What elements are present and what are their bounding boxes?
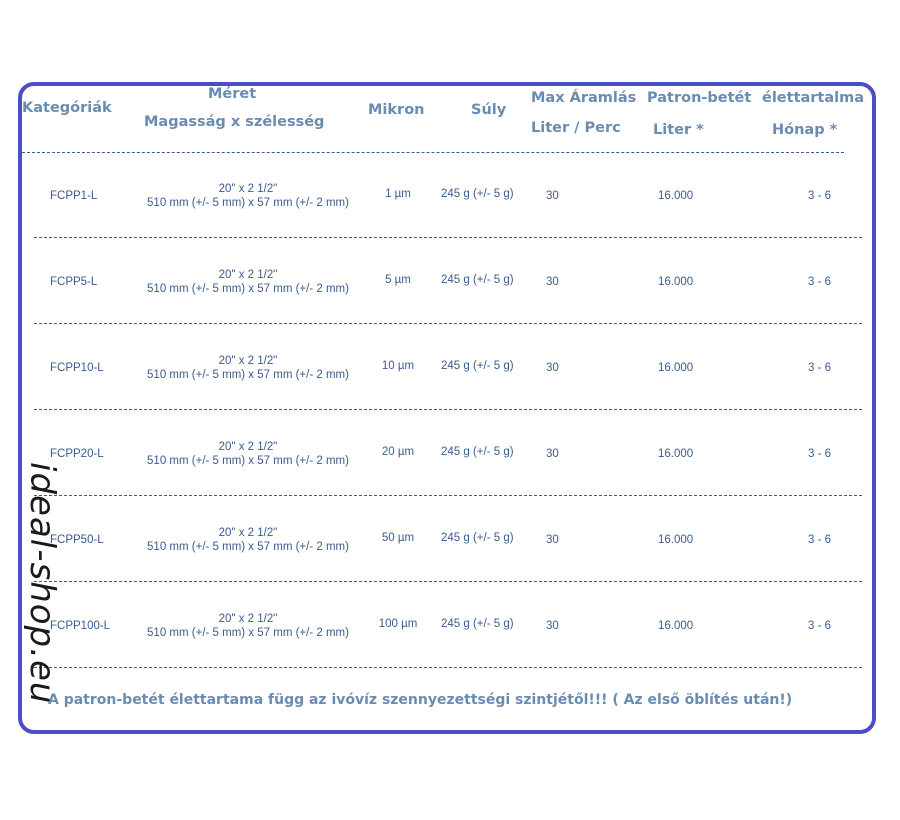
row-honap: 3 - 6	[808, 362, 832, 374]
row-divider	[34, 409, 862, 410]
row-suly: 245 g (+/- 5 g)	[441, 274, 514, 286]
row-divider	[34, 237, 862, 238]
header-max-aramlas-sub: Liter / Perc	[531, 120, 621, 136]
row-suly: 245 g (+/- 5 g)	[441, 618, 514, 630]
row-meret-line2: 510 mm (+/- 5 mm) x 57 mm (+/- 2 mm)	[147, 197, 349, 209]
row-mikron: 1 µm	[385, 188, 411, 200]
row-aramlas: 30	[546, 620, 559, 632]
row-liter: 16.000	[658, 362, 694, 374]
header-patron-betet-sub: Liter *	[653, 122, 704, 138]
header-rule	[22, 152, 844, 153]
row-kategoria: FCPP10-L	[50, 362, 104, 374]
row-aramlas: 30	[546, 190, 559, 202]
row-meret-line2: 510 mm (+/- 5 mm) x 57 mm (+/- 2 mm)	[147, 283, 349, 295]
row-honap: 3 - 6	[808, 620, 832, 632]
footnote: A patron-betét élettartama függ az ivóvíz szennyezettségi szintjétől!!! ( Az első öblítés után!)	[48, 692, 793, 708]
row-kategoria: FCPP50-L	[50, 534, 104, 546]
row-meret-line2: 510 mm (+/- 5 mm) x 57 mm (+/- 2 mm)	[147, 369, 349, 381]
header-max-aramlas: Max Áramlás	[531, 90, 637, 106]
row-aramlas: 30	[546, 276, 559, 288]
header-elettartalma-sub: Hónap *	[772, 122, 838, 138]
row-divider	[34, 323, 862, 324]
header-elettartalma: élettartalma	[762, 90, 865, 106]
watermark: ideal-shop.eu	[22, 462, 62, 705]
row-meret-line1: 20" x 2 1/2"	[218, 441, 278, 453]
row-kategoria: FCPP1-L	[50, 190, 98, 202]
row-mikron: 5 µm	[385, 274, 411, 286]
row-meret-line1: 20" x 2 1/2"	[218, 269, 278, 281]
row-suly: 245 g (+/- 5 g)	[441, 188, 514, 200]
row-divider	[34, 495, 862, 496]
row-aramlas: 30	[546, 362, 559, 374]
row-honap: 3 - 6	[808, 448, 832, 460]
header-mikron: Mikron	[368, 102, 425, 118]
row-liter: 16.000	[658, 620, 694, 632]
row-meret-line1: 20" x 2 1/2"	[218, 355, 278, 367]
row-meret-line1: 20" x 2 1/2"	[218, 613, 278, 625]
row-kategoria: FCPP100-L	[50, 620, 111, 632]
row-aramlas: 30	[546, 448, 559, 460]
row-suly: 245 g (+/- 5 g)	[441, 446, 514, 458]
row-suly: 245 g (+/- 5 g)	[441, 532, 514, 544]
row-honap: 3 - 6	[808, 276, 832, 288]
row-meret-line2: 510 mm (+/- 5 mm) x 57 mm (+/- 2 mm)	[147, 541, 349, 553]
row-liter: 16.000	[658, 448, 694, 460]
row-meret-line2: 510 mm (+/- 5 mm) x 57 mm (+/- 2 mm)	[147, 455, 349, 467]
row-honap: 3 - 6	[808, 190, 832, 202]
row-kategoria: FCPP5-L	[50, 276, 98, 288]
header-meret-sub: Magasság x szélesség	[144, 114, 325, 130]
row-honap: 3 - 6	[808, 534, 832, 546]
row-mikron: 10 µm	[381, 360, 415, 372]
row-mikron: 20 µm	[381, 446, 415, 458]
row-mikron: 50 µm	[381, 532, 415, 544]
row-meret-line2: 510 mm (+/- 5 mm) x 57 mm (+/- 2 mm)	[147, 627, 349, 639]
row-liter: 16.000	[658, 190, 694, 202]
row-meret-line1: 20" x 2 1/2"	[218, 183, 278, 195]
row-meret-line1: 20" x 2 1/2"	[218, 527, 278, 539]
row-aramlas: 30	[546, 534, 559, 546]
row-mikron: 100 µm	[378, 618, 418, 630]
row-liter: 16.000	[658, 534, 694, 546]
header-patron-betet: Patron-betét	[647, 90, 752, 106]
header-suly: Súly	[471, 102, 507, 118]
row-divider	[34, 581, 862, 582]
header-kategoriak: Kategóriák	[22, 100, 112, 116]
row-liter: 16.000	[658, 276, 694, 288]
row-kategoria: FCPP20-L	[50, 448, 104, 460]
row-suly: 245 g (+/- 5 g)	[441, 360, 514, 372]
header-meret: Méret	[208, 86, 257, 102]
row-divider	[34, 667, 862, 668]
